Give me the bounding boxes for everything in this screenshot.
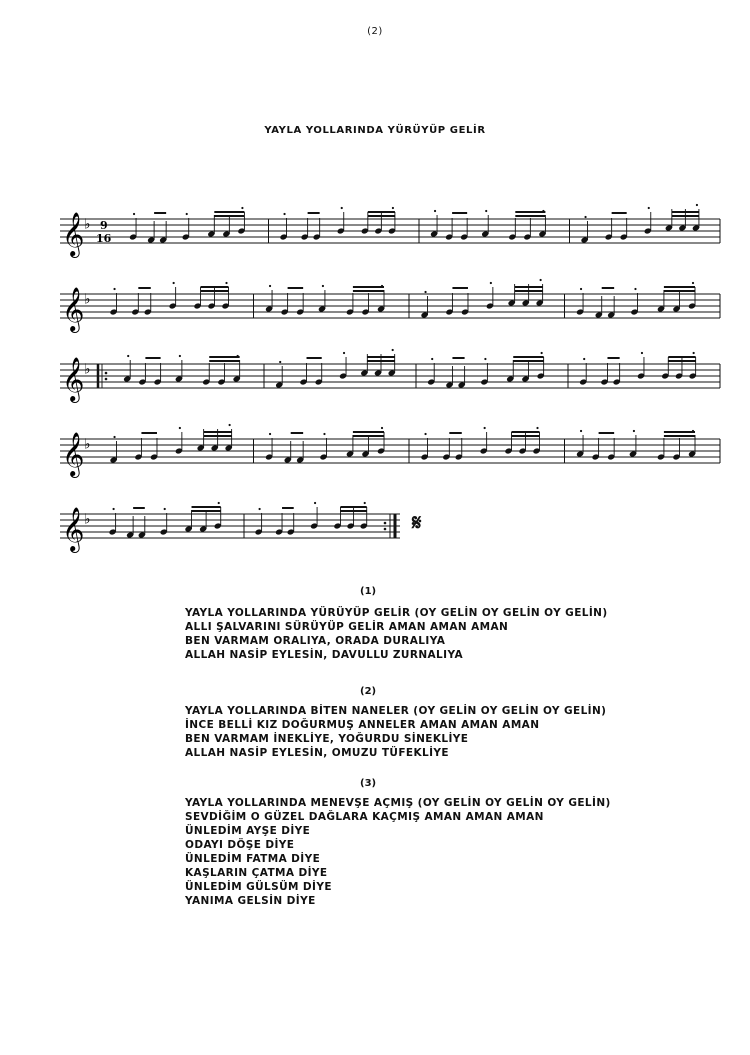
staff-notation	[60, 500, 400, 556]
flat-sign-icon: ♭	[84, 361, 91, 378]
staccato-dot	[127, 355, 129, 357]
staccato-dot	[580, 288, 582, 290]
treble-clef-icon: 𝄞	[62, 432, 85, 476]
staccato-dot	[431, 358, 433, 360]
verse-lyrics	[185, 796, 611, 908]
lyric-line: YANIMA GELSİN DİYE	[185, 895, 316, 907]
staff-notation	[60, 205, 720, 261]
staccato-dot	[218, 502, 220, 504]
staccato-dot	[179, 427, 181, 429]
staccato-dot	[113, 288, 115, 290]
staccato-dot	[341, 207, 343, 209]
staccato-dot	[633, 430, 635, 432]
staccato-dot	[186, 213, 188, 215]
staccato-dot	[648, 207, 650, 209]
treble-clef-icon: 𝄞	[62, 212, 85, 256]
staccato-dot	[179, 355, 181, 357]
staccato-dot	[164, 508, 166, 510]
lyric-line: ODAYI DÖŞE DİYE	[185, 839, 295, 851]
lyric-line: ÜNLEDİM GÜLSÜM DİYE	[185, 881, 332, 893]
treble-clef-icon: 𝄞	[62, 357, 85, 401]
staccato-dot	[392, 349, 394, 351]
music-staff	[60, 500, 720, 550]
lyric-line: BEN VARMAM ORALIYA, ORADA DURALIYA	[185, 635, 446, 647]
staccato-dot	[343, 352, 345, 354]
staccato-dot	[693, 352, 695, 354]
flat-sign-icon: ♭	[84, 216, 91, 233]
flat-sign-icon: ♭	[84, 511, 91, 528]
lyric-line: ALLAH NASİP EYLESİN, DAVULLU ZURNALIYA	[185, 649, 463, 661]
lyric-line: YAYLA YOLLARINDA YÜRÜYÜP GELİR (OY GELİN OY GELİN OY GELİN)	[185, 607, 608, 619]
staccato-dot	[269, 433, 271, 435]
staccato-dot	[541, 352, 543, 354]
staccato-dot	[634, 288, 636, 290]
staccato-dot	[692, 282, 694, 284]
lyric-line: KAŞLARIN ÇATMA DİYE	[185, 867, 328, 879]
staccato-dot	[279, 361, 281, 363]
music-staff	[60, 350, 720, 400]
music-staff	[60, 205, 720, 255]
staccato-dot	[364, 502, 366, 504]
repeat-dot	[384, 528, 387, 531]
song-title: YAYLA YOLLARINDA YÜRÜYÜP GELİR	[264, 125, 486, 136]
repeat-dot	[105, 378, 108, 381]
staccato-dot	[583, 358, 585, 360]
staccato-dot	[283, 213, 285, 215]
flat-sign-icon: ♭	[84, 291, 91, 308]
staccato-dot	[641, 352, 643, 354]
repeat-dot	[384, 522, 387, 525]
treble-clef-icon: 𝄞	[62, 507, 85, 551]
music-staff	[60, 280, 720, 330]
lyric-line: İNCE BELLİ KIZ DOĞURMUŞ ANNELER AMAN AMAN AMAN	[185, 719, 540, 731]
staccato-dot	[323, 433, 325, 435]
staccato-dot	[536, 427, 538, 429]
staccato-dot	[241, 207, 243, 209]
staccato-dot	[485, 210, 487, 212]
repeat-dot	[105, 372, 108, 375]
staccato-dot	[113, 436, 115, 438]
staccato-dot	[580, 430, 582, 432]
flat-sign-icon: ♭	[84, 436, 91, 453]
page-number: (2)	[367, 26, 383, 37]
staccato-dot	[434, 210, 436, 212]
time-signature-denominator: 16	[96, 231, 112, 245]
staccato-dot	[229, 424, 231, 426]
staccato-dot	[269, 285, 271, 287]
staff-notation	[60, 350, 720, 406]
lyric-line: ALLI ŞALVARINI SÜRÜYÜP GELİR AMAN AMAN AMAN	[185, 621, 509, 633]
staccato-dot	[113, 508, 115, 510]
segno-sign: 𝄋	[412, 510, 422, 536]
lyric-line: BEN VARMAM İNEKLİYE, YOĞURDU SİNEKLİYE	[185, 733, 469, 745]
staccato-dot	[173, 282, 175, 284]
staccato-dot	[381, 427, 383, 429]
staccato-dot	[484, 427, 486, 429]
staccato-dot	[322, 285, 324, 287]
lyric-line: SEVDİĞİM O GÜZEL DAĞLARA KAÇMIŞ AMAN AMAN AMAN	[185, 811, 544, 823]
lyric-line: ALLAH NASİP EYLESİN, OMUZU TÜFEKLİYE	[185, 747, 449, 759]
staccato-dot	[490, 282, 492, 284]
staccato-dot	[424, 433, 426, 435]
staff-notation	[60, 280, 720, 336]
lyric-line: ÜNLEDİM AYŞE DİYE	[185, 825, 311, 837]
staccato-dot	[696, 204, 698, 206]
staccato-dot	[584, 216, 586, 218]
staccato-dot	[484, 358, 486, 360]
staccato-dot	[259, 508, 261, 510]
lyric-line: YAYLA YOLLARINDA BİTEN NANELER (OY GELİN OY GELİN OY GELİN)	[185, 705, 607, 717]
staccato-dot	[225, 282, 227, 284]
verse-lyrics	[185, 606, 608, 662]
staccato-dot	[392, 207, 394, 209]
treble-clef-icon: 𝄞	[62, 287, 85, 331]
time-signature-numerator: 9	[100, 219, 108, 233]
verse-lyrics	[185, 704, 606, 760]
verse-number: (2)	[360, 686, 377, 697]
staff-notation	[60, 425, 720, 481]
staccato-dot	[133, 213, 135, 215]
verse-number: (1)	[360, 586, 377, 597]
staccato-dot	[314, 502, 316, 504]
lyric-line: YAYLA YOLLARINDA MENEVŞE AÇMIŞ (OY GELİN OY GELİN OY GELİN)	[185, 797, 611, 809]
lyric-line: ÜNLEDİM FATMA DİYE	[185, 853, 321, 865]
staccato-dot	[540, 279, 542, 281]
staccato-dot	[424, 291, 426, 293]
verse-number: (3)	[360, 778, 377, 789]
music-staff	[60, 425, 720, 475]
